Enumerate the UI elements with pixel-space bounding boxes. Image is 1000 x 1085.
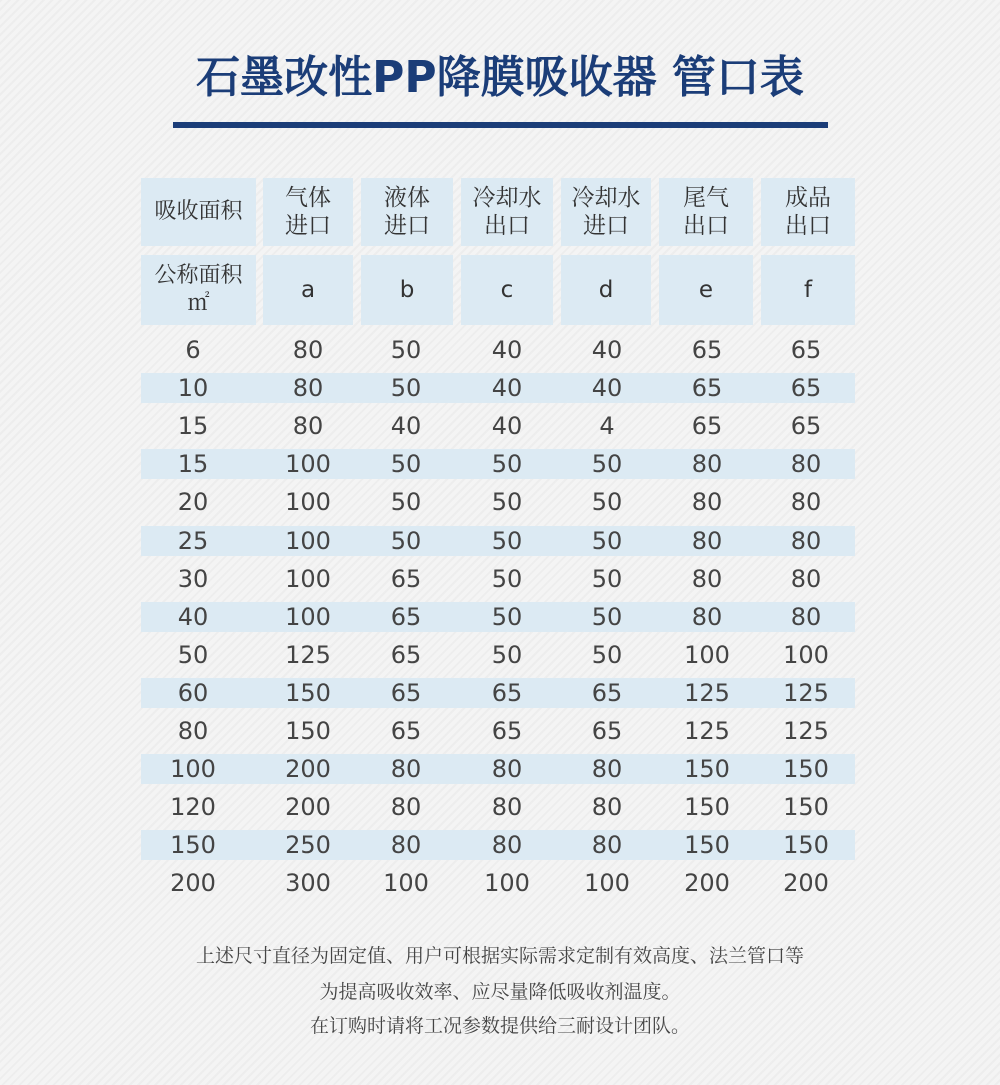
- table-cell: 50: [491, 602, 523, 631]
- table-cell: 50: [390, 526, 422, 555]
- table-cell: 100: [285, 564, 331, 593]
- table-cell: 300: [285, 869, 331, 898]
- table-cell: 50: [591, 564, 623, 593]
- header-row1-cell: 成品 出口: [761, 178, 855, 246]
- table-cell: 4: [599, 412, 615, 441]
- table-cell: 40: [491, 336, 523, 364]
- table-cell: 100: [584, 869, 630, 898]
- table-cell: 50: [390, 488, 422, 517]
- header-row1-cell: 吸收面积: [141, 178, 256, 246]
- header-row1-cell: 冷却水 进口: [561, 178, 651, 246]
- table-cell: 80: [691, 564, 723, 593]
- table-cell: 100: [484, 869, 530, 898]
- table-cell: 65: [390, 564, 422, 593]
- table-cell: 100: [684, 640, 730, 669]
- table-cell: 40: [491, 374, 523, 403]
- table-cell: 50: [390, 450, 422, 479]
- table-cell: 80: [790, 564, 822, 593]
- table-cell: 80: [292, 374, 324, 403]
- header-row2-cell: a: [263, 255, 353, 325]
- table-cell: 120: [170, 793, 216, 822]
- table-cell: 80: [591, 755, 623, 784]
- table-cell: 40: [491, 412, 523, 441]
- table-cell: 80: [790, 602, 822, 631]
- table-cell: 50: [491, 526, 523, 555]
- table-cell: 200: [783, 869, 829, 898]
- table-cell: 40: [591, 374, 623, 403]
- note-line-1: 上述尺寸直径为固定值、用户可根据实际需求定制有效高度、法兰管口等: [195, 945, 804, 967]
- table-cell: 40: [390, 412, 422, 441]
- table-cell: 80: [491, 793, 523, 822]
- table-cell: 80: [390, 755, 422, 784]
- table-cell: 50: [591, 640, 623, 669]
- table-cell: 150: [170, 831, 216, 860]
- header-row2-cell: c: [461, 255, 553, 325]
- header-row1-cell: 冷却水 出口: [461, 178, 553, 246]
- table-cell: 50: [491, 640, 523, 669]
- table-cell: 50: [491, 450, 523, 479]
- table-cell: 65: [390, 602, 422, 631]
- table-cell: 6: [185, 336, 201, 364]
- header-row2-cell: d: [561, 255, 651, 325]
- header-row1-cell: 气体 进口: [263, 178, 353, 246]
- header-row1-cell: 尾气 出口: [659, 178, 753, 246]
- table-cell: 200: [684, 869, 730, 898]
- table-cell: 80: [790, 488, 822, 517]
- table-cell: 20: [177, 488, 209, 517]
- note-line-3: 在订购时请将工况参数提供给三耐设计团队。: [309, 1015, 690, 1037]
- table-cell: 100: [383, 869, 429, 898]
- header-row2-cell: 公称面积 ㎡: [141, 255, 256, 325]
- table-cell: 65: [691, 374, 723, 403]
- table-cell: 25: [177, 526, 209, 555]
- table-cell: 50: [591, 488, 623, 517]
- table-cell: 150: [285, 678, 331, 707]
- table-cell: 15: [177, 412, 209, 441]
- table-cell: 80: [691, 450, 723, 479]
- page-title: 石墨改性PP降膜吸收器 管口表: [196, 52, 804, 103]
- table-cell: 65: [390, 717, 422, 745]
- table-cell: 200: [170, 869, 216, 898]
- table-cell: 50: [591, 450, 623, 479]
- table-cell: 65: [390, 678, 422, 707]
- table-cell: 65: [491, 717, 523, 745]
- table-cell: 80: [591, 831, 623, 860]
- table-cell: 65: [591, 678, 623, 707]
- table-cell: 80: [292, 412, 324, 441]
- table-cell: 65: [790, 336, 822, 364]
- table-cell: 40: [177, 602, 209, 631]
- table-cell: 65: [790, 412, 822, 441]
- note-line-2: 为提高吸收效率、应尽量降低吸收剂温度。: [319, 981, 681, 1003]
- table-cell: 150: [783, 831, 829, 860]
- table-cell: 65: [691, 336, 723, 364]
- table-cell: 80: [491, 831, 523, 860]
- table-cell: 65: [591, 717, 623, 745]
- table-cell: 80: [491, 755, 523, 784]
- table-cell: 250: [285, 831, 331, 860]
- table-cell: 80: [691, 602, 723, 631]
- table-cell: 125: [684, 717, 730, 745]
- table-cell: 65: [491, 678, 523, 707]
- table-cell: 65: [790, 374, 822, 403]
- table-cell: 80: [292, 336, 324, 364]
- table-cell: 50: [177, 640, 209, 669]
- table-cell: 150: [783, 755, 829, 784]
- table-cell: 150: [684, 793, 730, 822]
- table-cell: 200: [285, 793, 331, 822]
- table-cell: 100: [783, 640, 829, 669]
- table-cell: 10: [177, 374, 209, 403]
- table-cell: 80: [390, 831, 422, 860]
- table-cell: 150: [684, 755, 730, 784]
- table-cell: 50: [491, 488, 523, 517]
- table-cell: 30: [177, 564, 209, 593]
- header-row1-cell: 液体 进口: [361, 178, 453, 246]
- table-cell: 125: [285, 640, 331, 669]
- table-cell: 15: [177, 450, 209, 479]
- table-cell: 50: [390, 374, 422, 403]
- table-cell: 125: [684, 678, 730, 707]
- table-cell: 100: [285, 602, 331, 631]
- header-row2-cell: e: [659, 255, 753, 325]
- table-cell: 125: [783, 678, 829, 707]
- table-cell: 50: [390, 336, 422, 364]
- table-cell: 100: [285, 450, 331, 479]
- header-row2-cell: b: [361, 255, 453, 325]
- table-cell: 80: [390, 793, 422, 822]
- table-cell: 200: [285, 755, 331, 784]
- table-cell: 65: [390, 640, 422, 669]
- table-cell: 150: [684, 831, 730, 860]
- table-cell: 100: [285, 488, 331, 517]
- table-cell: 80: [177, 717, 209, 745]
- table-cell: 80: [691, 488, 723, 517]
- table-cell: 125: [783, 717, 829, 745]
- table-cell: 40: [591, 336, 623, 364]
- table-cell: 50: [491, 564, 523, 593]
- table-cell: 80: [790, 526, 822, 555]
- table-cell: 100: [285, 526, 331, 555]
- table-cell: 65: [691, 412, 723, 441]
- table-cell: 50: [591, 602, 623, 631]
- table-cell: 100: [170, 755, 216, 784]
- table-cell: 80: [691, 526, 723, 555]
- table-cell: 150: [285, 717, 331, 745]
- header-row2-cell: f: [761, 255, 855, 325]
- table-cell: 80: [790, 450, 822, 479]
- table-cell: 150: [783, 793, 829, 822]
- table-cell: 50: [591, 526, 623, 555]
- table-cell: 80: [591, 793, 623, 822]
- table-cell: 60: [177, 678, 209, 707]
